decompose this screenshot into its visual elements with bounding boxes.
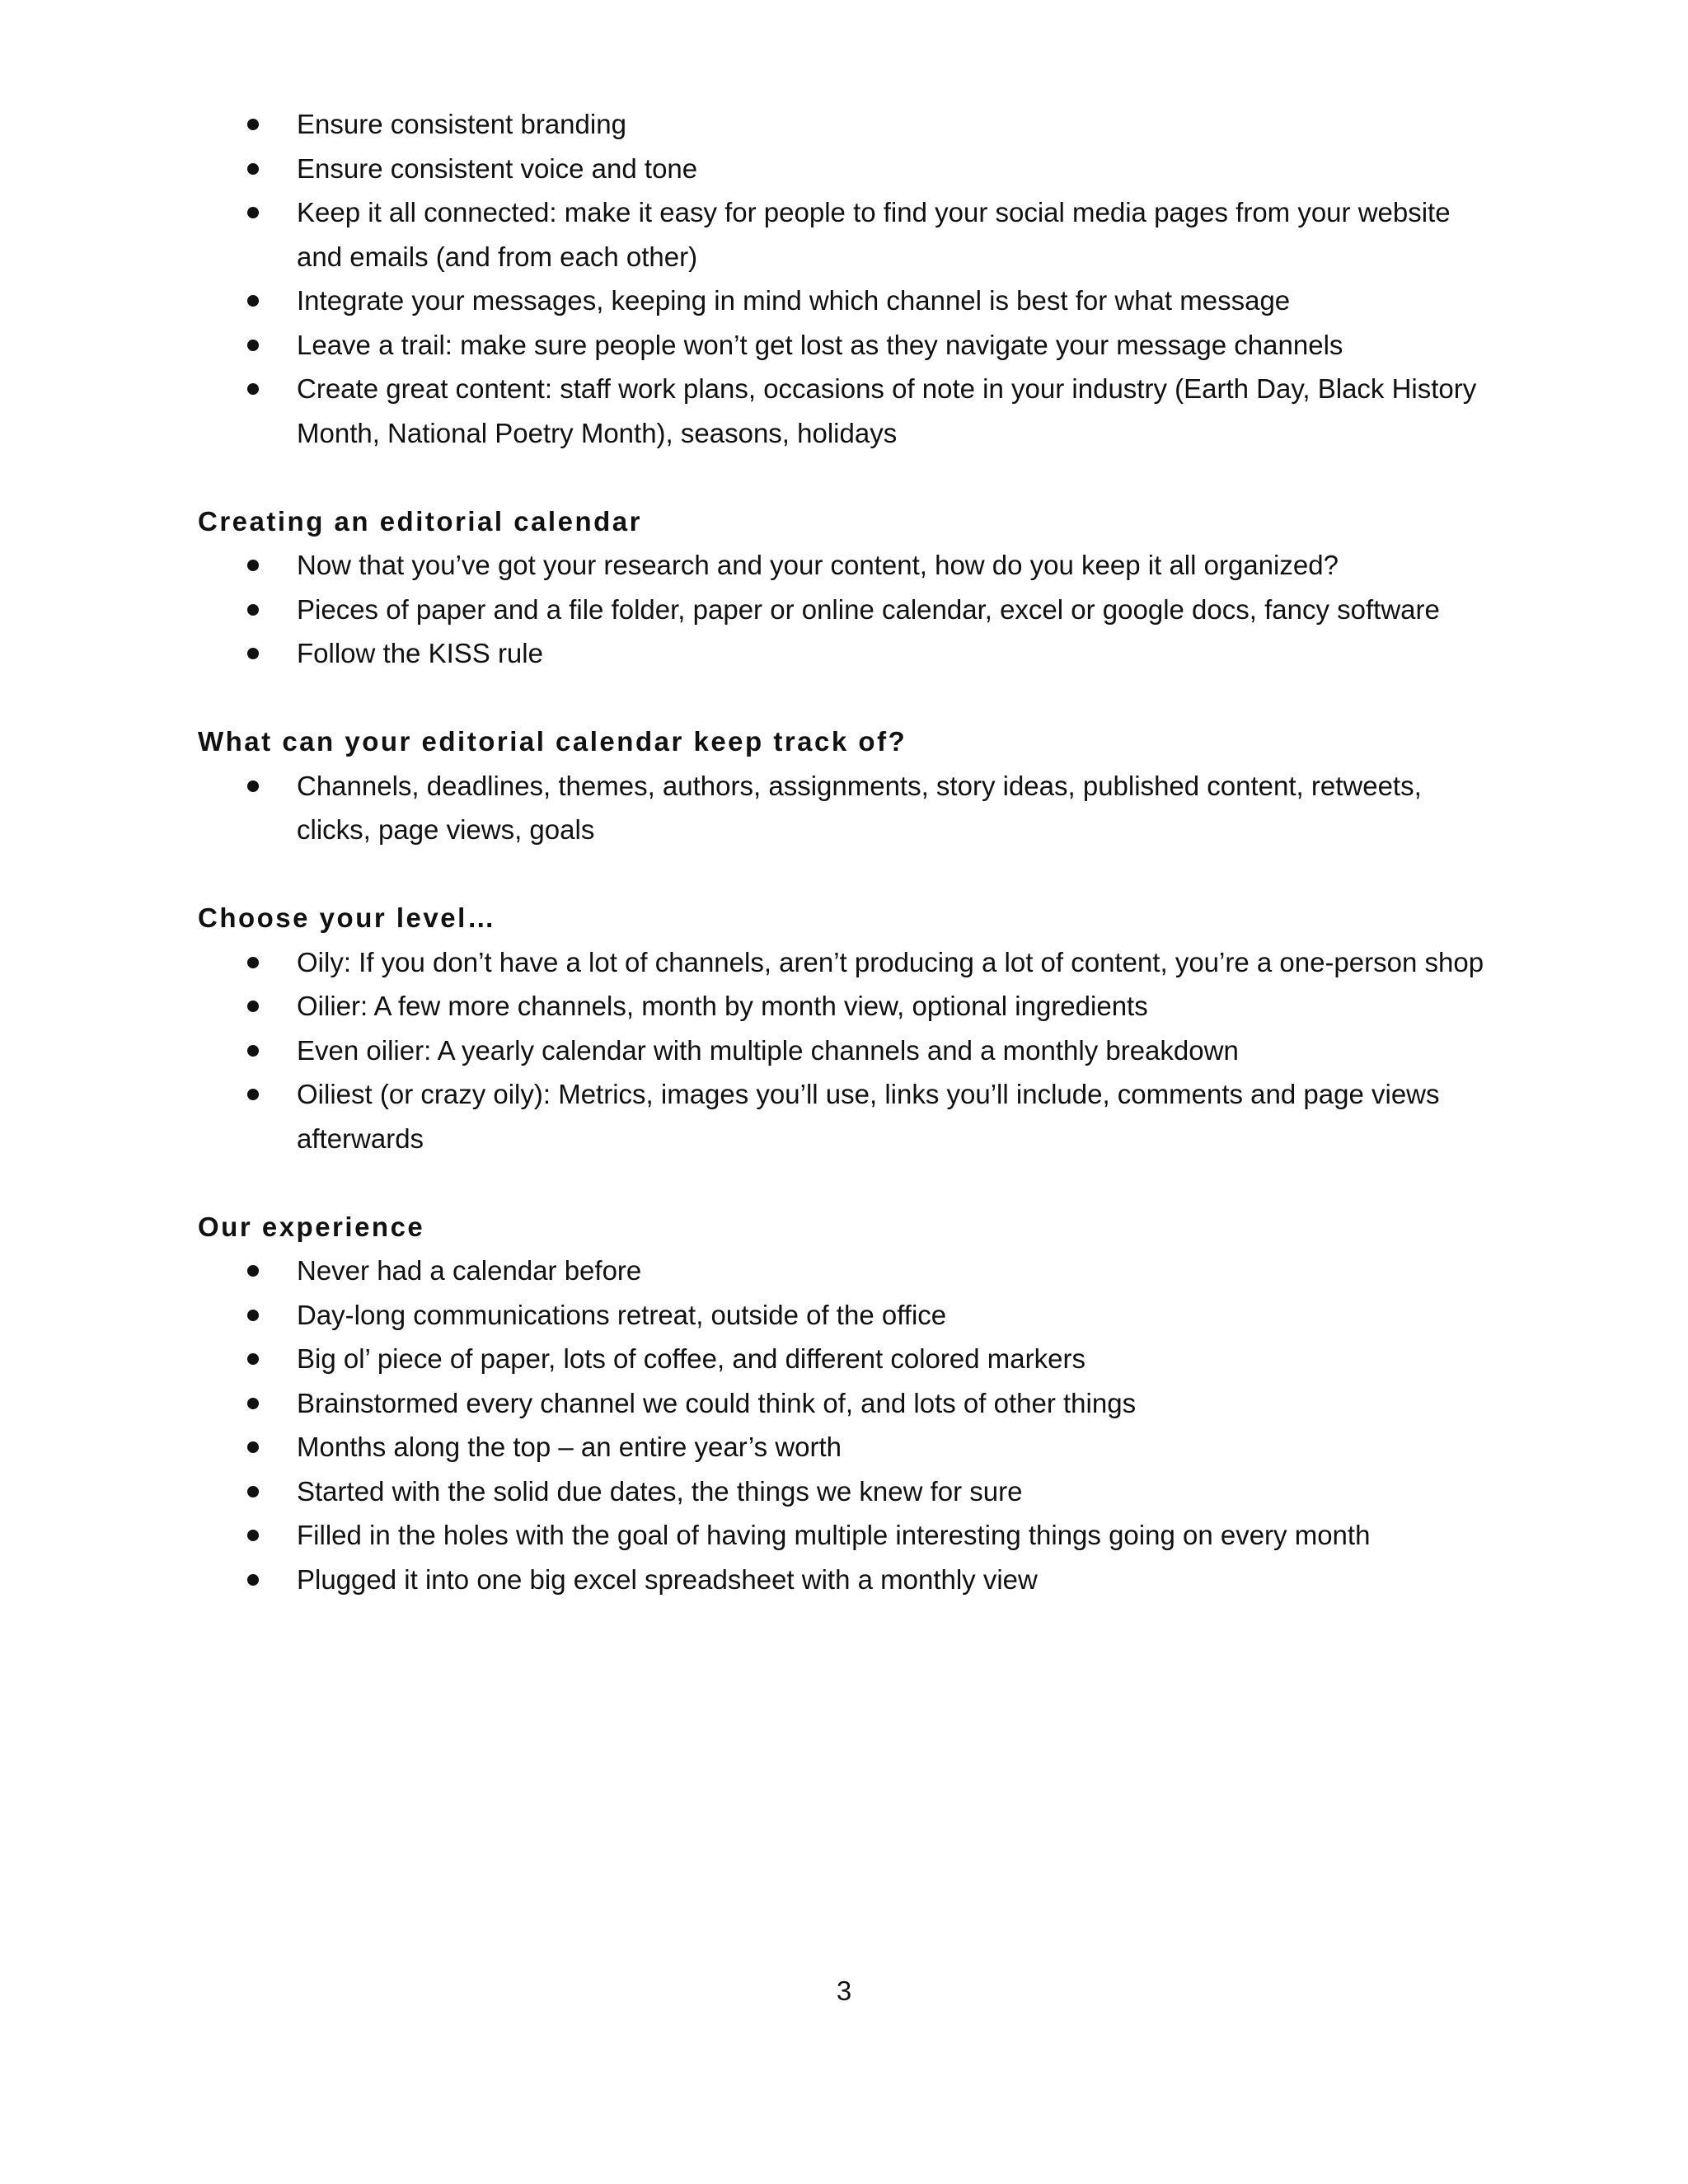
bullet-icon bbox=[247, 163, 259, 175]
list-item-text: Plugged it into one big excel spreadsheet with a monthly view bbox=[297, 1563, 1038, 1595]
section-heading: What can your editorial calendar keep track of? bbox=[198, 726, 907, 757]
list-item bbox=[198, 1381, 1500, 1426]
list-item bbox=[198, 102, 1500, 147]
bullet-icon bbox=[247, 1486, 259, 1497]
list-item bbox=[198, 1249, 1500, 1293]
list-item-text: Ensure consistent voice and tone bbox=[297, 152, 698, 184]
bullet-icon bbox=[247, 207, 259, 218]
bullet-list bbox=[198, 1249, 1500, 1601]
bullet-icon bbox=[247, 340, 259, 351]
list-item bbox=[198, 279, 1500, 323]
list-item-text: Integrate your messages, keeping in mind which channel is best for what message bbox=[297, 285, 1291, 316]
bullet-icon bbox=[247, 780, 259, 792]
bullet-icon bbox=[247, 295, 259, 307]
bullet-icon bbox=[247, 1574, 259, 1586]
list-item-text: Never had a calendar before bbox=[297, 1255, 642, 1286]
list-item bbox=[198, 1558, 1500, 1602]
list-item bbox=[198, 940, 1500, 985]
list-item-text: Pieces of paper and a file folder, paper or online calendar, excel or google docs, fancy software bbox=[297, 593, 1440, 625]
list-item bbox=[198, 367, 1500, 455]
section-keep-track bbox=[198, 719, 1500, 852]
list-item-text: Oilier: A few more channels, month by month view, optional ingredients bbox=[297, 991, 1148, 1021]
bullet-icon bbox=[247, 1353, 259, 1365]
list-item-text: Ensure consistent branding bbox=[297, 109, 626, 139]
section-choose-level bbox=[198, 896, 1500, 1160]
list-item-text: Oily: If you don’t have a lot of channels, aren’t producing a lot of content, you’re a one-person shop bbox=[297, 946, 1484, 977]
page-content bbox=[198, 102, 1500, 1601]
list-item bbox=[198, 984, 1500, 1029]
bullet-icon bbox=[247, 1398, 259, 1409]
list-item-text: Oiliest (or crazy oily): Metrics, images you’ll use, links you’ll include, comments and page views afterwards bbox=[297, 1079, 1440, 1154]
section-editorial-calendar bbox=[198, 499, 1500, 676]
section-our-experience bbox=[198, 1205, 1500, 1602]
list-item bbox=[198, 1337, 1500, 1381]
list-item bbox=[198, 764, 1500, 852]
list-item-text: Day-long communications retreat, outside of the office bbox=[297, 1299, 947, 1330]
section-heading: Our experience bbox=[198, 1211, 425, 1242]
bullet-icon bbox=[247, 1265, 259, 1277]
page-number: 3 bbox=[836, 1975, 852, 2006]
bullet-icon bbox=[247, 1310, 259, 1321]
list-item bbox=[198, 1072, 1500, 1160]
bullet-list bbox=[198, 543, 1500, 676]
list-item bbox=[198, 323, 1500, 368]
list-item bbox=[198, 190, 1500, 279]
bullet-list bbox=[198, 764, 1500, 852]
list-item-text: Brainstormed every channel we could think of, and lots of other things bbox=[297, 1387, 1137, 1418]
list-item bbox=[198, 588, 1500, 632]
list-item bbox=[198, 631, 1500, 676]
bullet-list bbox=[198, 940, 1500, 1161]
list-item bbox=[198, 1029, 1500, 1073]
bullet-icon bbox=[247, 1530, 259, 1541]
bullet-icon bbox=[247, 648, 259, 659]
bullet-icon bbox=[247, 1441, 259, 1453]
list-item bbox=[198, 1293, 1500, 1338]
section-heading: Choose your level… bbox=[198, 902, 497, 933]
list-item-text: Filled in the holes with the goal of having multiple interesting things going on every month bbox=[297, 1520, 1371, 1550]
list-item-text: Even oilier: A yearly calendar with multiple channels and a monthly breakdown bbox=[297, 1034, 1239, 1066]
list-item-text: Channels, deadlines, themes, authors, assignments, story ideas, published content, retweets, clicks, page views, goals bbox=[297, 770, 1422, 845]
list-item-text: Keep it all connected: make it easy for people to find your social media pages from your website and emails (and from each other) bbox=[297, 197, 1451, 272]
list-item-text: Now that you’ve got your research and your content, how do you keep it all organized? bbox=[297, 550, 1339, 580]
bullet-icon bbox=[247, 119, 259, 130]
section-heading: Creating an editorial calendar bbox=[198, 505, 642, 537]
list-item-text: Started with the solid due dates, the things we knew for sure bbox=[297, 1475, 1023, 1507]
list-item-text: Big ol’ piece of paper, lots of coffee, and different colored markers bbox=[297, 1343, 1085, 1374]
list-item-text: Months along the top – an entire year’s worth bbox=[297, 1432, 842, 1462]
bullet-icon bbox=[247, 604, 259, 616]
list-item-text: Leave a trail: make sure people won’t get lost as they navigate your message channels bbox=[297, 329, 1343, 360]
list-item bbox=[198, 1469, 1500, 1514]
list-item-text: Create great content: staff work plans, occasions of note in your industry (Earth Day, Black History Month, National Poetry Month), seasons, holidays bbox=[297, 373, 1477, 448]
list-item bbox=[198, 543, 1500, 588]
intro-bullet-list bbox=[198, 102, 1500, 455]
list-item-text: Follow the KISS rule bbox=[297, 638, 543, 668]
list-item bbox=[198, 147, 1500, 191]
list-item bbox=[198, 1425, 1500, 1469]
list-item bbox=[198, 1513, 1500, 1558]
bullet-icon bbox=[247, 1001, 259, 1012]
bullet-icon bbox=[247, 1045, 259, 1057]
bullet-icon bbox=[247, 1089, 259, 1100]
bullet-icon bbox=[247, 957, 259, 968]
bullet-icon bbox=[247, 383, 259, 395]
bullet-icon bbox=[247, 560, 259, 571]
